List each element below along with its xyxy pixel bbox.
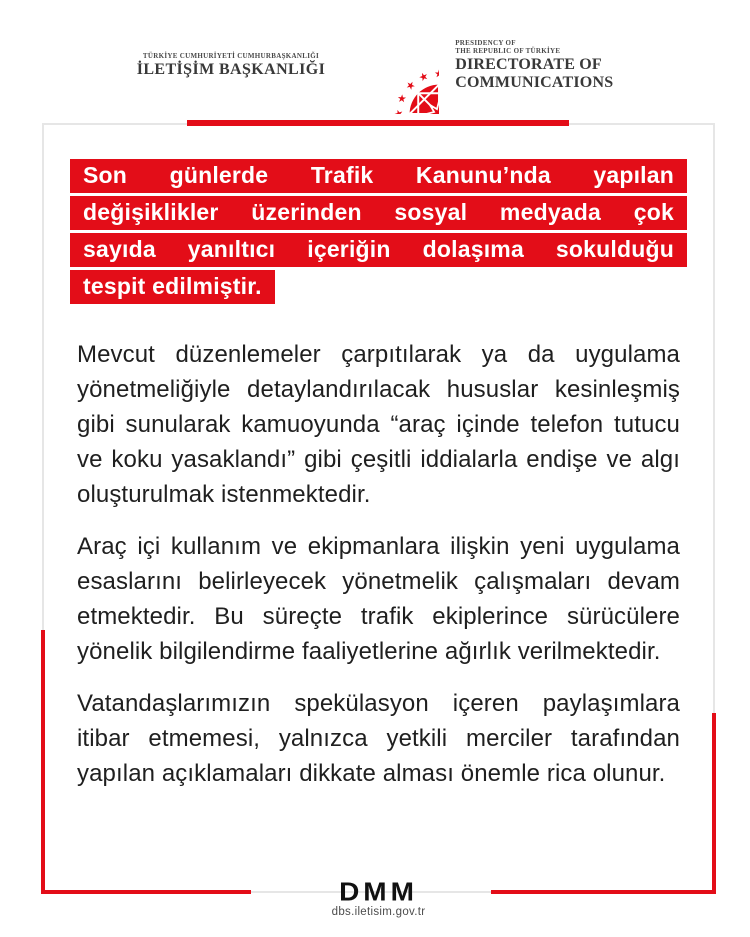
header <box>0 22 750 108</box>
left-logo-title: İLETİŞİM BAŞKANLIĞI <box>136 60 326 78</box>
paragraph: Mevcut düzenlemeler çarpıtılarak ya da uygulama yönetmeliğiyle detaylandırılacak hususlar kesinleşmiş gibi sunularak kamuoyunda “araç içinde telefon tutucu ve koku yasaklandı” gibi çeşitli iddialarla endişe ve algı oluşturulmak istenmektedir. <box>77 341 680 508</box>
headline-line: sayıda yanıltıcı içeriğin dolaşıma sokulduğu <box>70 233 687 267</box>
red-accent-left <box>41 630 45 894</box>
headline-line: Son günlerde Trafik Kanunu’nda yapılan <box>70 159 687 193</box>
right-logo-title-line1: DIRECTORATE OF <box>455 56 602 73</box>
right-logo-title-line2: COMMUNICATIONS <box>455 74 614 91</box>
right-logo-small-line2: THE REPUBLIC OF TÜRKİYE <box>455 47 561 55</box>
presidency-emblem-icon <box>341 16 439 114</box>
red-accent-top <box>187 120 569 126</box>
right-logo-small-line1: PRESIDENCY OF <box>455 39 516 47</box>
headline <box>70 159 687 307</box>
dmm-logo <box>332 879 426 918</box>
headline-line: değişiklikler üzerinden sosyal medyada çok <box>70 196 687 230</box>
dmm-logo-text: DMM <box>339 877 418 906</box>
dmm-website-url: dbs.iletisim.gov.tr <box>331 906 426 918</box>
statement-card <box>42 123 715 918</box>
paragraph: Vatandaşlarımızın spekülasyon içeren paylaşımlara itibar etmemesi, yalnızca yetkili merciler tarafından yapılan açıklamaları dikkate alması önemle rica olunur. <box>77 690 680 787</box>
red-accent-bottom-right <box>491 890 716 894</box>
left-logo-small-text: TÜRKİYE CUMHURİYETİ CUMHURBAŞKANLIĞI <box>142 51 319 60</box>
red-accent-right <box>712 713 716 894</box>
red-accent-bottom-left <box>41 890 251 894</box>
directorate-of-communications-logo <box>455 39 613 91</box>
statement-body <box>77 337 680 791</box>
headline-line: tespit edilmiştir. <box>70 270 275 304</box>
iletisim-baskanligi-logo <box>137 52 326 79</box>
paragraph: Araç içi kullanım ve ekipmanlara ilişkin yeni uygulama esaslarını belirleyecek yönetmelik çalışmaları devam etmektedir. Bu süreçte trafik ekiplerince sürücülere yönelik bilgilendirme faaliyetlerine ağırlık verilmektedir. <box>77 533 680 665</box>
